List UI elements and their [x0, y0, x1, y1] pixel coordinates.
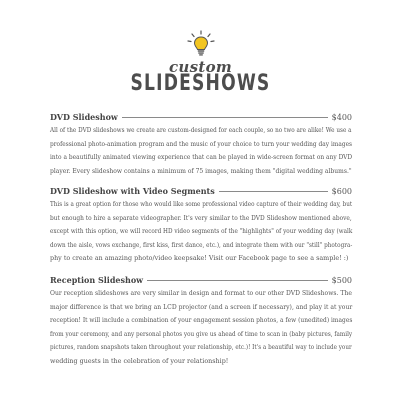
description-line: from your ceremony, and any personal photos you give us ahead of time to scan in (baby pictures, family — [50, 330, 353, 338]
section-header — [50, 275, 352, 287]
section-description — [50, 287, 352, 369]
description-line: wedding guests in the celebration of your relationship! — [50, 357, 229, 365]
title-script: custom — [168, 58, 233, 76]
leader-line — [122, 117, 328, 118]
description-line: phy to create an amazing photo/video keepsake! Visit our Facebook page to see a sample! :) — [50, 255, 349, 263]
description-line: pictures, random snapshots taken throughout your relationship, etc.)! It's a beautiful way to include your — [50, 344, 352, 352]
section-header — [50, 186, 352, 198]
description-line: except with this option, we will record HD video segments of the "highlights" of your wedding day (walk — [50, 228, 353, 236]
lightbulb-icon — [186, 30, 216, 58]
description-line: This is a great option for those who would like some professional video capture of their wedding day, but — [50, 201, 353, 208]
description-line: down the aisle, vows exchange, first kiss, first dance, etc.), and integrate them with our "still" photogra- — [50, 241, 353, 249]
leader-line — [219, 191, 328, 192]
section-description — [50, 198, 352, 266]
section-price: $600 — [331, 187, 352, 196]
description-line: Our reception slideshows are very similar in design and format to our other DVD Slideshows. The — [50, 290, 352, 297]
description-line: into a beautifully animated viewing experience that can be played in wide-screen format on any DVD — [50, 154, 353, 162]
leader-line — [147, 280, 328, 281]
section-reception-slideshow — [50, 275, 352, 369]
description-line: All of the DVD slideshows we create are custom-designed for each couple, so no two are alike! We use a — [50, 127, 352, 134]
section-name: DVD Slideshow — [50, 112, 118, 122]
description-line: but enough to hire a separate videographer. It's very similar to the DVD Slideshow mentioned above, — [50, 214, 352, 222]
description-line: professional photo-animation program and the music of your choice to turn your wedding day images — [50, 140, 353, 148]
section-dvd-slideshow-video — [50, 186, 352, 266]
description-line: major difference is that we bring an LCD projector (and a screen if necessary), and play it at your — [50, 303, 353, 311]
page-title: SLIDESHOWS — [130, 71, 271, 96]
description-line: reception! It will include a combination of your engagement session photos, a few (unedited) images — [50, 317, 353, 325]
description-line: player. Every slideshow contains a minimum of 75 images, making them "digital wedding albums." — [50, 167, 352, 175]
section-header — [50, 112, 352, 124]
section-name: Reception Slideshow — [50, 275, 144, 285]
section-description — [50, 124, 352, 178]
section-price: $500 — [331, 276, 352, 285]
section-price: $400 — [331, 113, 352, 122]
section-name: DVD Slideshow with Video Segments — [50, 186, 215, 196]
section-dvd-slideshow — [50, 112, 352, 178]
